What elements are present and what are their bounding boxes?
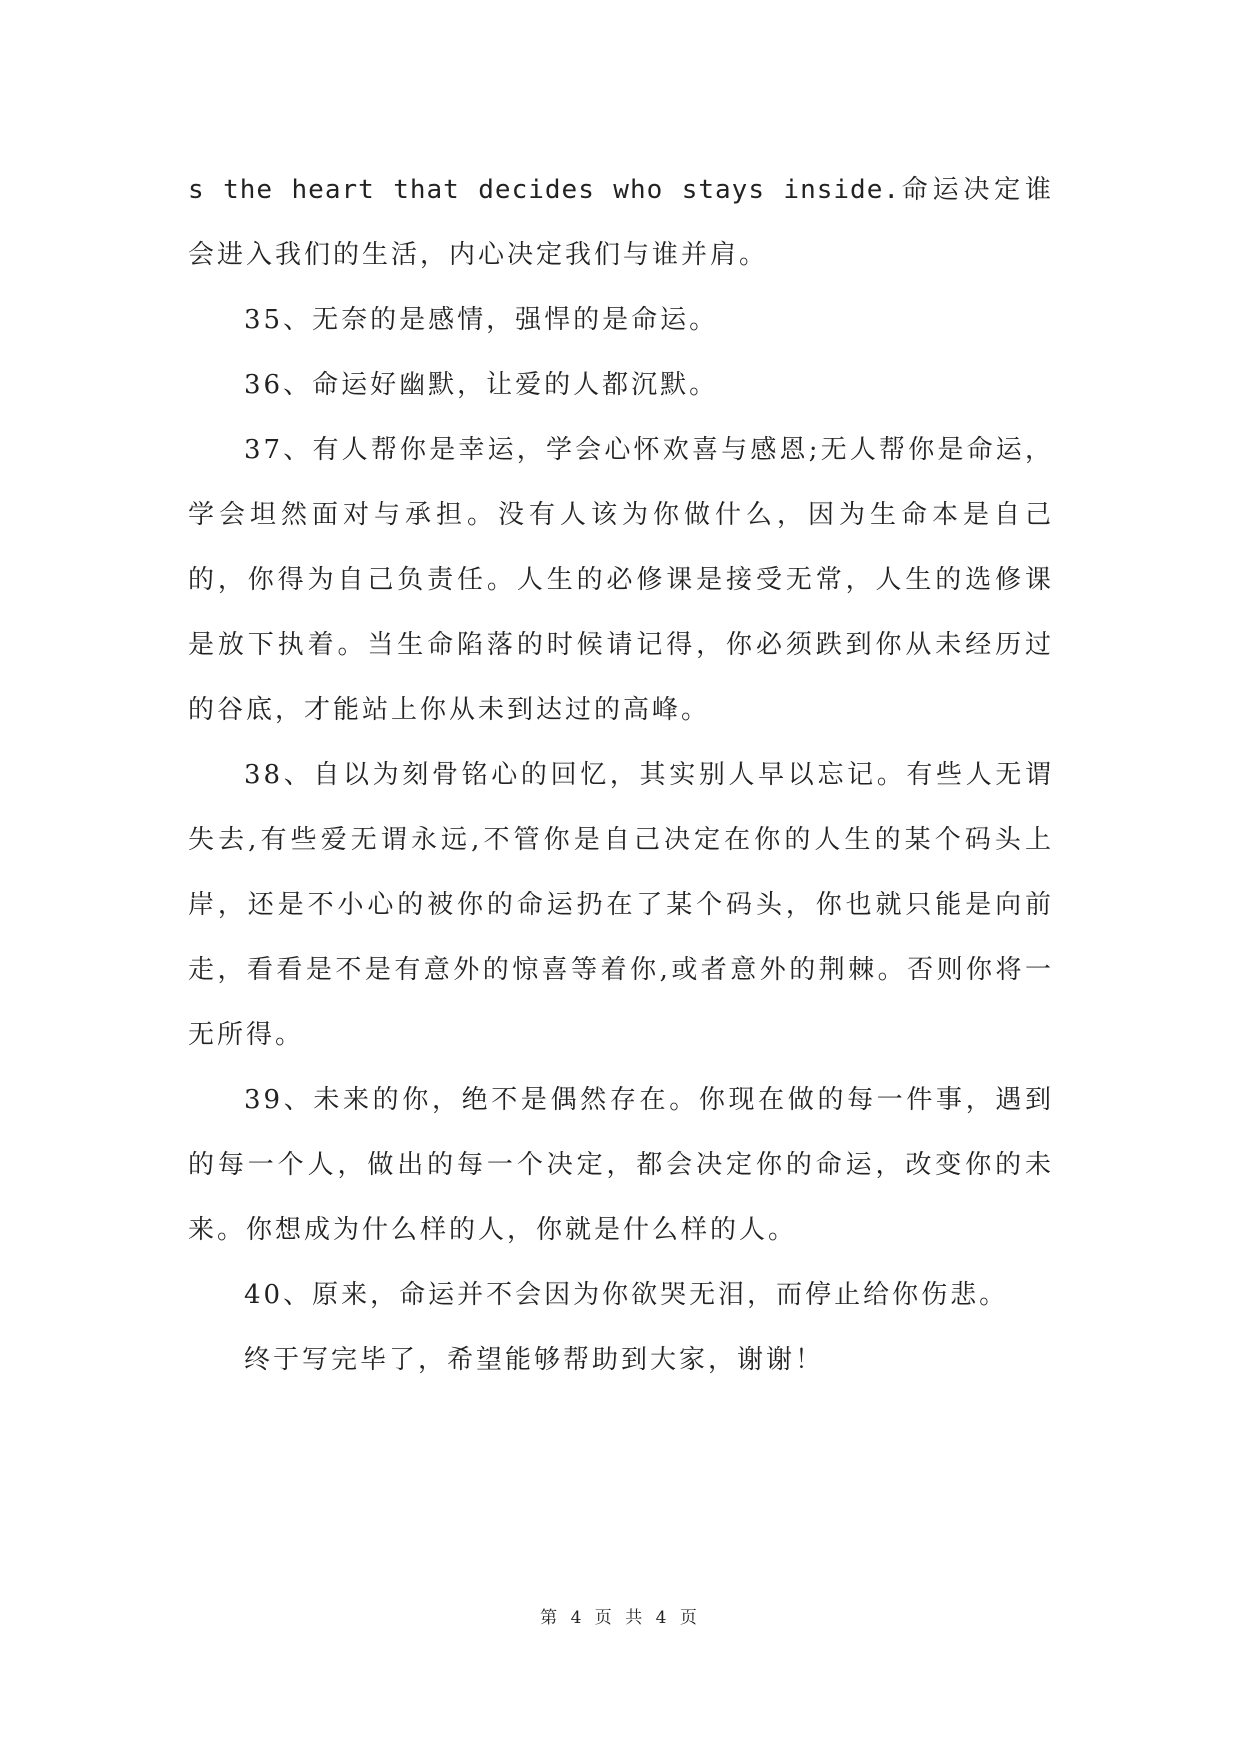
paragraph-35: 35、无奈的是感情，强悍的是命运。 (244, 305, 719, 335)
paragraph-continued-cjk: 命运决定谁会进入我们的生活，内心决定我们与谁并肩。 (188, 175, 1054, 270)
paragraph-continued-latin: s the heart that decides who stays inside. (188, 175, 900, 205)
paragraph-closing: 终于写完毕了，希望能够帮助到大家，谢谢！ (244, 1345, 825, 1375)
page-indicator: 第 4 页 共 4 页 (540, 1608, 701, 1628)
paragraph-40: 40、原来，命运并不会因为你欲哭无泪，而停止给你伤悲。 (244, 1280, 1009, 1310)
paragraph-37: 37、有人帮你是幸运，学会心怀欢喜与感恩;无人帮你是命运，学会坦然面对与承担。没有人该为你做什么，因为生命本是自己的，你得为自己负责任。人生的必修课是接受无常，人生的选修课是放下执着。当生命陷落的时候请记得，你必须跌到你从未经历过的谷底，才能站上你从未到达过的高峰。 (188, 435, 1054, 725)
paragraph-39: 39、未来的你，绝不是偶然存在。你现在做的每一件事，遇到的每一个人，做出的每一个决定，都会决定你的命运，改变你的未来。你想成为什么样的人，你就是什么样的人。 (188, 1085, 1054, 1245)
page-footer (0, 1603, 1241, 1628)
document-body (188, 158, 1054, 1393)
paragraph-38: 38、自以为刻骨铭心的回忆，其实别人早以忘记。有些人无谓失去,有些爱无谓永远,不管你是自己决定在你的人生的某个码头上岸，还是不小心的被你的命运扔在了某个码头，你也就只能是向前走，看看是不是有意外的惊喜等着你,或者意外的荆棘。否则你将一无所得。 (188, 760, 1054, 1050)
paragraph-continued (188, 158, 1054, 288)
paragraph-36: 36、命运好幽默，让爱的人都沉默。 (244, 370, 719, 400)
